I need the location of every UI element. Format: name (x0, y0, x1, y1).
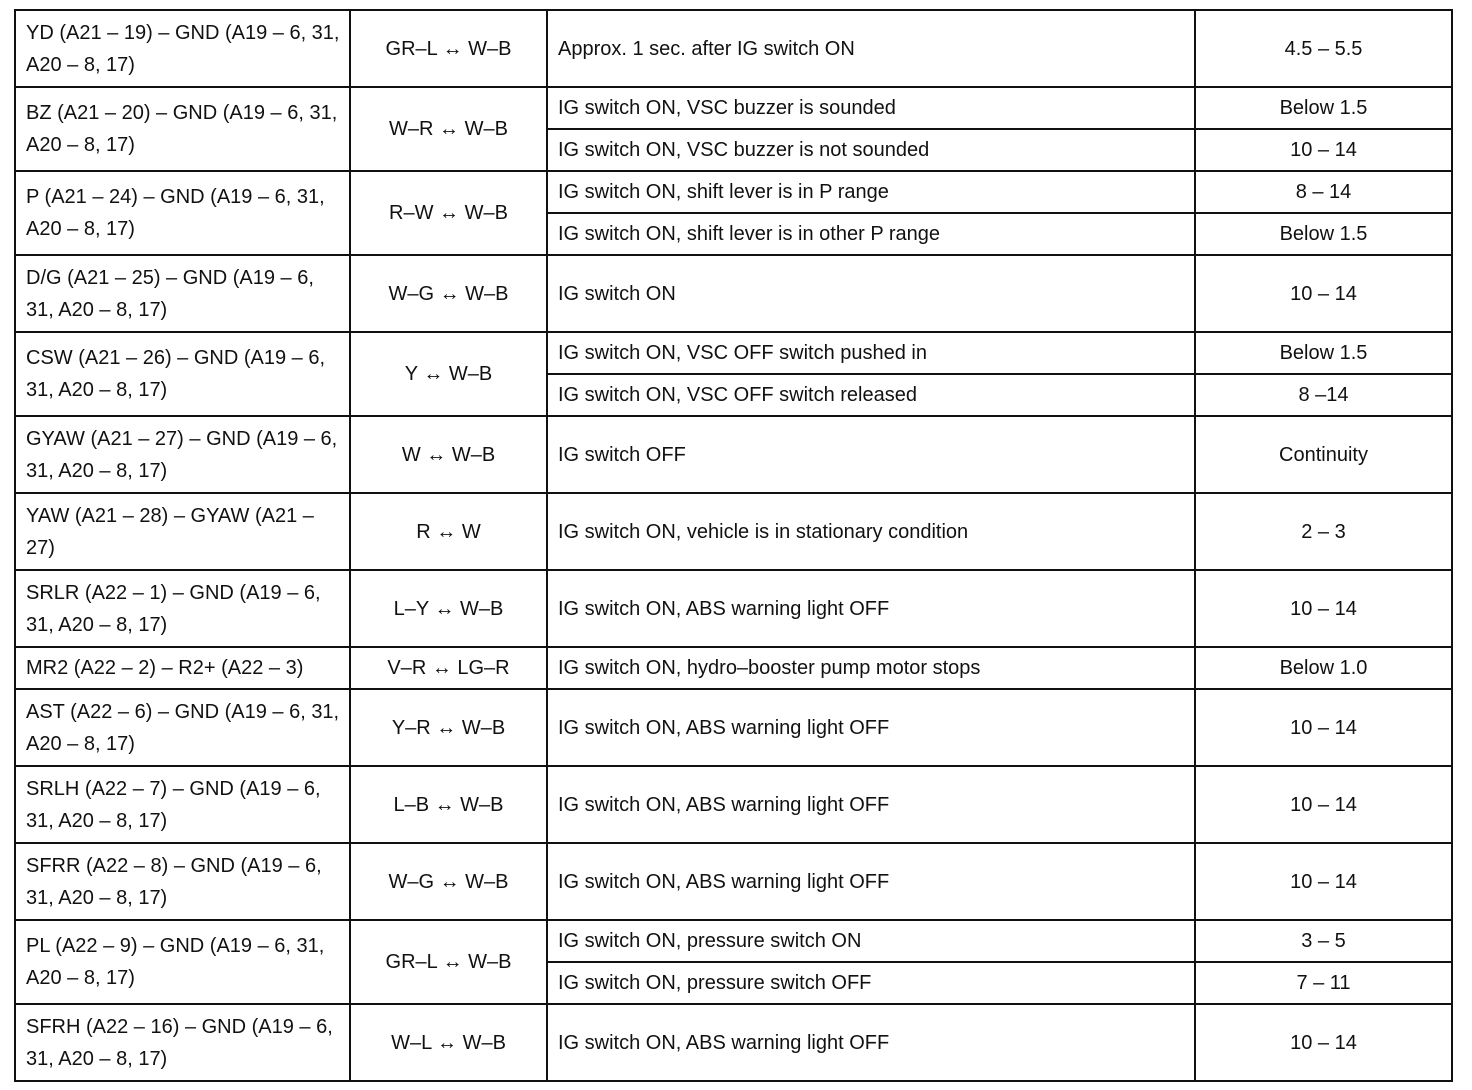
wire-color-cell: W–G ↔ W–B (350, 255, 547, 332)
specified-value-cell: Below 1.0 (1195, 647, 1452, 689)
wire-color-cell: L–Y ↔ W–B (350, 570, 547, 647)
table-row (15, 1004, 1452, 1081)
table-row (15, 647, 1452, 689)
terminal-cell: SFRH (A22 – 16) – GND (A19 – 6, 31, A20 – 8, 17) (15, 1004, 350, 1081)
condition-cell: IG switch ON, pressure switch OFF (547, 962, 1195, 1004)
table-row (15, 171, 1452, 213)
condition-cell: IG switch ON (547, 255, 1195, 332)
condition-cell: IG switch ON, hydro–booster pump motor stops (547, 647, 1195, 689)
table-row (15, 689, 1452, 766)
table-row (15, 493, 1452, 570)
wire-color-cell: Y ↔ W–B (350, 332, 547, 416)
specified-value-cell: Below 1.5 (1195, 213, 1452, 255)
terminal-cell: CSW (A21 – 26) – GND (A19 – 6, 31, A20 – 8, 17) (15, 332, 350, 416)
terminal-spec-table (14, 9, 1453, 1082)
wire-color-cell: L–B ↔ W–B (350, 766, 547, 843)
condition-cell: Approx. 1 sec. after IG switch ON (547, 10, 1195, 87)
wire-color-cell: GR–L ↔ W–B (350, 10, 547, 87)
condition-cell: IG switch ON, vehicle is in stationary condition (547, 493, 1195, 570)
condition-cell: IG switch ON, ABS warning light OFF (547, 570, 1195, 647)
table-row (15, 87, 1452, 129)
condition-cell: IG switch ON, ABS warning light OFF (547, 766, 1195, 843)
condition-cell: IG switch ON, VSC OFF switch released (547, 374, 1195, 416)
terminal-cell: GYAW (A21 – 27) – GND (A19 – 6, 31, A20 – 8, 17) (15, 416, 350, 493)
wire-color-cell: GR–L ↔ W–B (350, 920, 547, 1004)
terminal-cell: SRLR (A22 – 1) – GND (A19 – 6, 31, A20 – 8, 17) (15, 570, 350, 647)
table-row (15, 416, 1452, 493)
wire-color-cell: W ↔ W–B (350, 416, 547, 493)
terminal-cell: AST (A22 – 6) – GND (A19 – 6, 31, A20 – 8, 17) (15, 689, 350, 766)
terminal-cell: MR2 (A22 – 2) – R2+ (A22 – 3) (15, 647, 350, 689)
specified-value-cell: Continuity (1195, 416, 1452, 493)
terminal-cell: D/G (A21 – 25) – GND (A19 – 6, 31, A20 – 8, 17) (15, 255, 350, 332)
specified-value-cell: 4.5 – 5.5 (1195, 10, 1452, 87)
condition-cell: IG switch OFF (547, 416, 1195, 493)
specified-value-cell: 8 – 14 (1195, 171, 1452, 213)
specified-value-cell: 10 – 14 (1195, 255, 1452, 332)
condition-cell: IG switch ON, VSC OFF switch pushed in (547, 332, 1195, 374)
terminal-cell: PL (A22 – 9) – GND (A19 – 6, 31, A20 – 8, 17) (15, 920, 350, 1004)
table-row (15, 10, 1452, 87)
specified-value-cell: 10 – 14 (1195, 766, 1452, 843)
table-row (15, 332, 1452, 374)
terminal-cell: YD (A21 – 19) – GND (A19 – 6, 31, A20 – 8, 17) (15, 10, 350, 87)
table-body (15, 10, 1452, 1081)
condition-cell: IG switch ON, ABS warning light OFF (547, 1004, 1195, 1081)
table-row (15, 843, 1452, 920)
table-row (15, 920, 1452, 962)
specified-value-cell: 10 – 14 (1195, 689, 1452, 766)
condition-cell: IG switch ON, VSC buzzer is not sounded (547, 129, 1195, 171)
terminal-cell: P (A21 – 24) – GND (A19 – 6, 31, A20 – 8, 17) (15, 171, 350, 255)
specified-value-cell: 10 – 14 (1195, 1004, 1452, 1081)
condition-cell: IG switch ON, ABS warning light OFF (547, 689, 1195, 766)
specified-value-cell: 10 – 14 (1195, 843, 1452, 920)
condition-cell: IG switch ON, ABS warning light OFF (547, 843, 1195, 920)
condition-cell: IG switch ON, shift lever is in other P range (547, 213, 1195, 255)
condition-cell: IG switch ON, VSC buzzer is sounded (547, 87, 1195, 129)
condition-cell: IG switch ON, shift lever is in P range (547, 171, 1195, 213)
terminal-cell: SFRR (A22 – 8) – GND (A19 – 6, 31, A20 – 8, 17) (15, 843, 350, 920)
table-row (15, 255, 1452, 332)
wire-color-cell: Y–R ↔ W–B (350, 689, 547, 766)
wire-color-cell: W–R ↔ W–B (350, 87, 547, 171)
specified-value-cell: 3 – 5 (1195, 920, 1452, 962)
terminal-cell: SRLH (A22 – 7) – GND (A19 – 6, 31, A20 – 8, 17) (15, 766, 350, 843)
wire-color-cell: W–L ↔ W–B (350, 1004, 547, 1081)
wire-color-cell: W–G ↔ W–B (350, 843, 547, 920)
wire-color-cell: R–W ↔ W–B (350, 171, 547, 255)
wire-color-cell: V–R ↔ LG–R (350, 647, 547, 689)
terminal-cell: YAW (A21 – 28) – GYAW (A21 – 27) (15, 493, 350, 570)
table-row (15, 766, 1452, 843)
wire-color-cell: R ↔ W (350, 493, 547, 570)
specified-value-cell: 10 – 14 (1195, 570, 1452, 647)
specified-value-cell: 7 – 11 (1195, 962, 1452, 1004)
specified-value-cell: 8 –14 (1195, 374, 1452, 416)
condition-cell: IG switch ON, pressure switch ON (547, 920, 1195, 962)
specified-value-cell: Below 1.5 (1195, 332, 1452, 374)
specified-value-cell: 2 – 3 (1195, 493, 1452, 570)
specified-value-cell: 10 – 14 (1195, 129, 1452, 171)
table-row (15, 570, 1452, 647)
terminal-cell: BZ (A21 – 20) – GND (A19 – 6, 31, A20 – 8, 17) (15, 87, 350, 171)
specified-value-cell: Below 1.5 (1195, 87, 1452, 129)
